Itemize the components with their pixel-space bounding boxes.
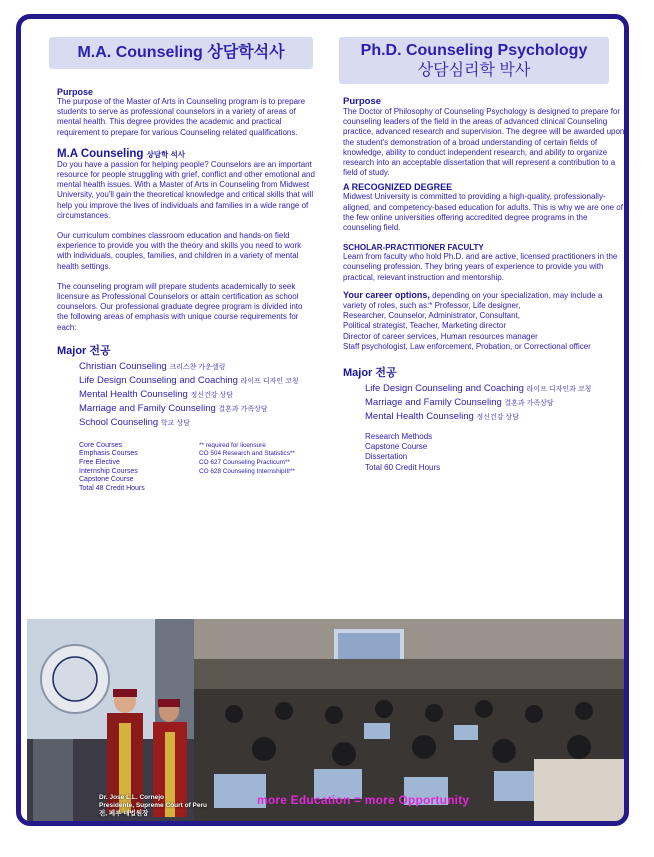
ma-course-item: Free Elective	[79, 459, 120, 467]
ma-counseling-heading	[57, 148, 315, 160]
page-frame	[16, 14, 629, 826]
ma-counseling-heading-en: M.A Counseling	[57, 147, 144, 160]
caption-title-ko: 전, 페루 대법원장	[99, 810, 149, 817]
ma-major-item: Christian Counseling 크리스챤 카운셀링	[79, 360, 226, 372]
phd-major-item: Mental Health Counseling 정신건강 상담	[365, 411, 519, 423]
ma-course-list	[79, 442, 145, 494]
career-line: Researcher, Counselor, Administrator, Consultant,	[343, 311, 520, 321]
ma-course-block	[57, 442, 315, 502]
caption-title: Presidente, Supreme Court of Peru	[99, 802, 207, 809]
ma-purpose-heading: Purpose	[57, 87, 94, 97]
phd-major-list	[343, 382, 625, 424]
ma-major-heading: Major 전공	[57, 344, 111, 357]
licensure-item: CO 628 Counseling InternshipIII**	[199, 467, 295, 475]
ma-licensure-list	[199, 442, 295, 476]
ma-paragraph-3: The counseling program will prepare students academically to seek licensure as Professional Counselors or attain certification as school counselors. Our professional graduate degree program is divided into the following areas of emphasis with unique course requirements for each:	[57, 281, 303, 332]
ma-paragraph-1: Do you have a passion for helping people? Counselors are an important resource for people struggling with grief, conflict and other emotional and mental health issues. With a Master of Arts in Counseling from Midwest University, you'll gain the theoretical knowledge and critical skills that will help you improve the lives of individuals and families in a wide range of circumstances.	[57, 159, 315, 220]
ma-title-ko: 상담학석사	[207, 44, 285, 61]
phd-major-item: Marriage and Family Counseling 결혼과 가족상담	[365, 397, 554, 409]
phd-title-en: Ph.D. Counseling Psychology	[360, 42, 588, 59]
career-options-text: depending on your specialization, may include a variety of roles, such as:* Professor, Life designer,	[343, 290, 603, 311]
phd-major-heading: Major 전공	[343, 367, 397, 380]
career-line: Staff psychologist, Law enforcement, Probation, or Correctional officer	[343, 341, 591, 351]
phd-column	[343, 37, 625, 473]
ma-paragraph-2: Our curriculum combines classroom education and hands-on field experience to provide you with the theory and skills you need to work with individuals, couples, families, and children in a variety of mental health settings.	[57, 231, 302, 271]
ma-major-item: Marriage and Family Counseling 결혼과 가족상담	[79, 402, 268, 414]
ma-title-en: M.A. Counseling	[77, 44, 203, 61]
phd-title-ko: 상담심리학 박사	[417, 62, 531, 79]
phd-title-box	[339, 37, 609, 84]
ma-major-item: Mental Health Counseling 정신건강 상담	[79, 388, 233, 400]
recognized-text: Midwest University is committed to providing a high-quality, professionally-aligned, and competency-based education for adults. This is why we are one of the few online universities offering accredited degree programs in the counseling field.	[343, 192, 624, 233]
photo-caption	[99, 794, 207, 818]
licensure-note: ** required for licensure	[199, 441, 266, 449]
career-options-lead: Your career options,	[343, 289, 430, 300]
phd-course-item: Dissertation	[365, 452, 408, 462]
career-options	[343, 290, 625, 311]
licensure-item: CO 627 Counseling Practicum**	[199, 459, 290, 467]
ma-major-list	[57, 360, 315, 430]
ma-course-item: Total 48 Credit Hours	[79, 484, 145, 492]
ma-major-item: Life Design Counseling and Coaching 라이프 디자인 코칭	[79, 374, 299, 386]
slogan-text: more Education = more Opportunity	[257, 793, 470, 807]
ma-course-item: Emphasis Courses	[79, 450, 138, 458]
ma-major-item: School Counseling 학교 상담	[79, 416, 190, 428]
phd-purpose-heading: Purpose	[343, 96, 382, 107]
phd-course-list	[343, 432, 625, 473]
ma-course-item: Core Courses	[79, 441, 123, 449]
ma-title-box	[49, 37, 313, 69]
faculty-heading: SCHOLAR-PRACTITIONER FACULTY	[343, 243, 484, 253]
licensure-item: CO 504 Research and Statistics**	[199, 450, 295, 458]
faculty-text: Learn from faculty who hold Ph.D. and are active, licensed practitioners in the counseling profession. They bring years of experience to provide you with practical, relevant instruction and mentorship.	[343, 252, 618, 282]
phd-course-item: Capstone Course	[365, 442, 428, 452]
recognized-heading: A RECOGNIZED DEGREE	[343, 182, 453, 193]
ma-counseling-heading-ko: 상담학 석사	[146, 149, 185, 159]
ma-column	[57, 37, 315, 502]
ma-course-item: Capstone Course	[79, 476, 134, 484]
phd-purpose-text: The Doctor of Philosophy of Counseling Psychology is designed to prepare for counseling leaders of the field in the areas of advanced clinical Counseling practice, advanced research and supervision. The degree will be awarded upon the student's demonstration of a broad understanding of certain fields of knowledge, ability to conduct independent research, and ability to organize research into an acceptable dissertation that will represent a contribution to a field of study.	[343, 107, 625, 178]
career-line: Director of career services, Human resources manager	[343, 331, 538, 341]
ma-course-item: Internship Courses	[79, 467, 138, 475]
career-line: Political strategist, Teacher, Marketing director	[343, 321, 507, 331]
caption-name: Dr. Jose L.L. Cornejo	[99, 794, 165, 801]
ma-purpose-text: The purpose of the Master of Arts in Counseling program is to prepare students to serve as professional counselors in a variety of areas of mental health. This degree provides the academic and practical requirement to prepare for various Counseling related qualifications.	[57, 97, 306, 137]
phd-major-item: Life Design Counseling and Coaching 라이프 디자인과 코칭	[365, 383, 592, 395]
phd-course-item: Research Methods	[365, 432, 433, 442]
phd-course-item: Total 60 Credit Hours	[365, 462, 441, 472]
